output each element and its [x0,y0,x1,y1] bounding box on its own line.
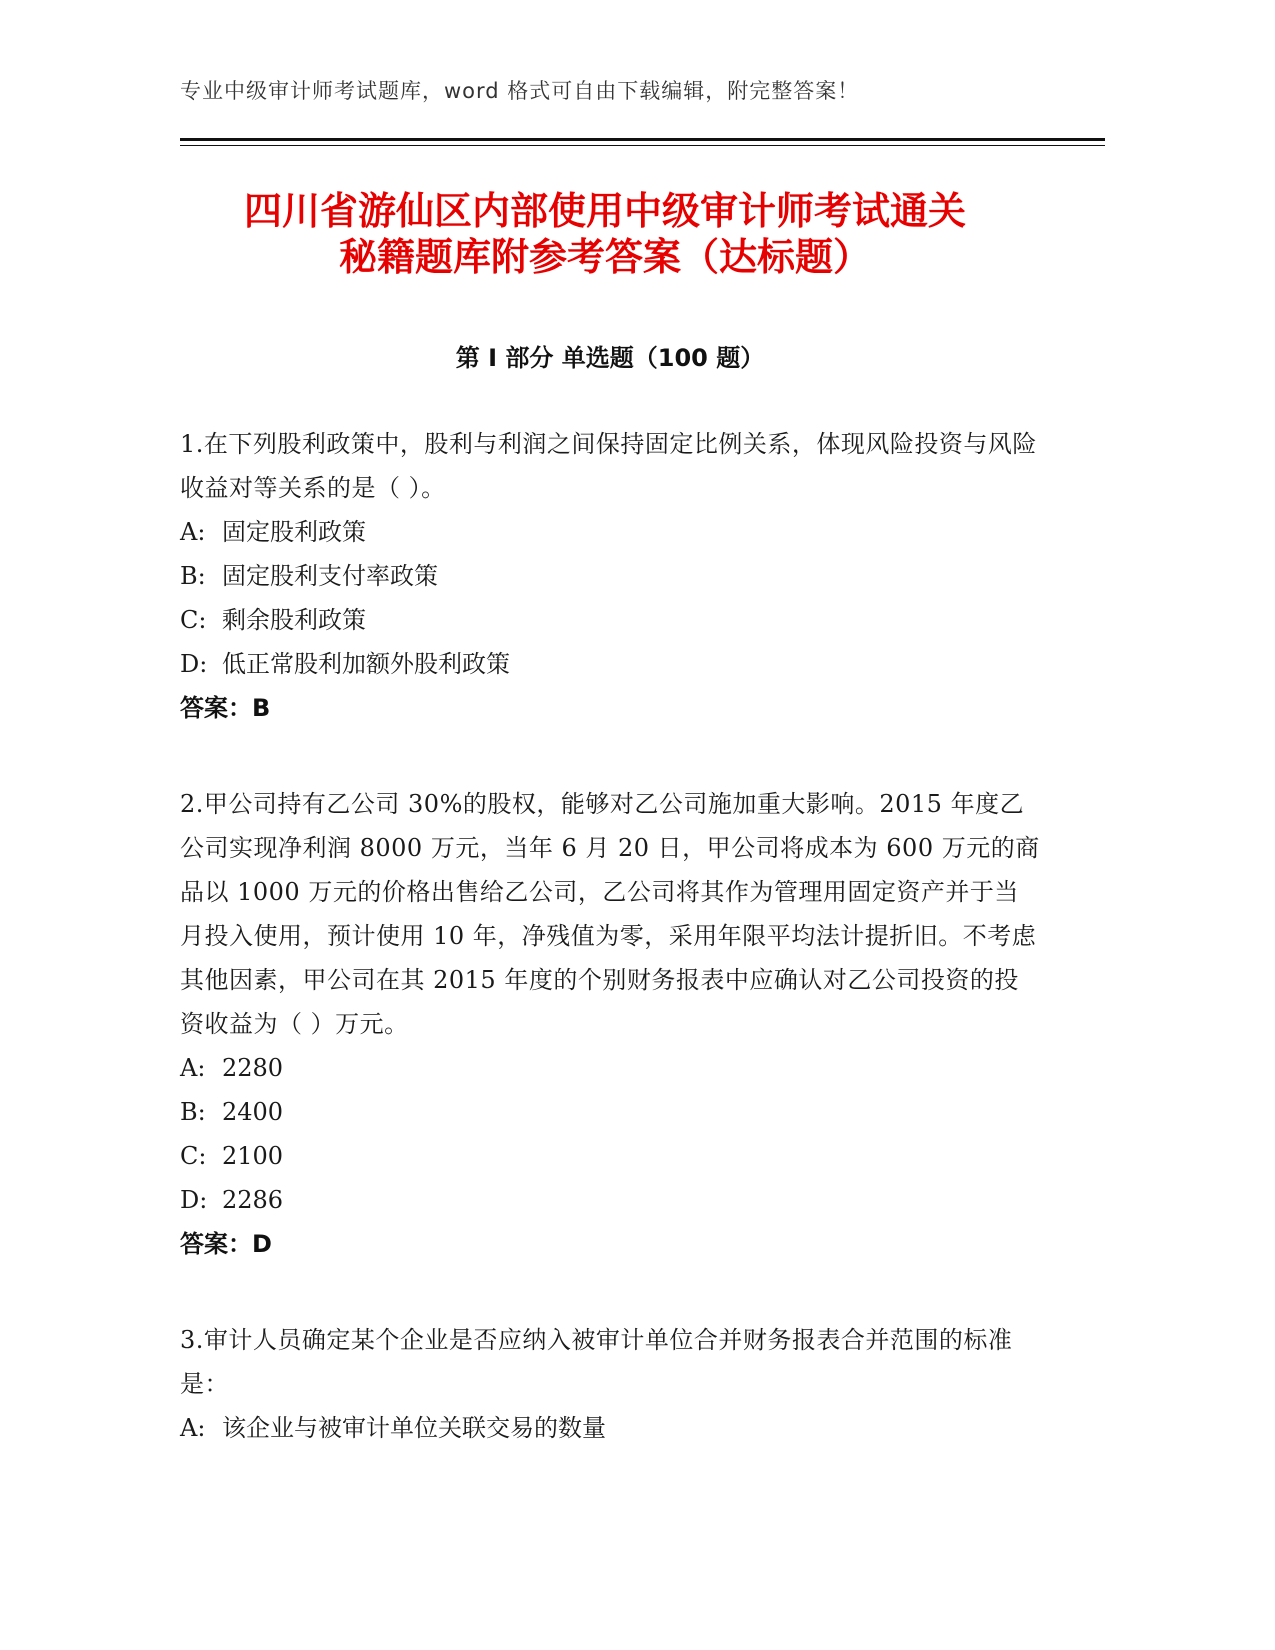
option-letter: A: [180,518,206,546]
option-b [180,1090,1040,1134]
header-divider-thick [180,138,1105,141]
answer-line: 答案：B [180,694,271,722]
option-b [180,554,1040,598]
question-stem: 1.在下列股利政策中，股利与利润之间保持固定比例关系，体现风险投资与风险收益对等关系的是（ ）。 [180,430,1037,502]
option-c [180,1134,1040,1178]
option-letter: B: [180,562,206,590]
option-text: 2400 [222,1098,284,1126]
option-a [180,510,1040,554]
option-letter: A: [180,1414,206,1442]
section-title: 第 I 部分 单选题（100 题） [455,344,765,372]
option-text: 固定股利支付率政策 [222,562,438,590]
option-text: 该企业与被审计单位关联交易的数量 [222,1414,606,1442]
question-2 [180,782,1040,1266]
document-title-line-1: 四川省游仙区内部使用中级审计师考试通关 [243,189,966,233]
option-text: 低正常股利加额外股利政策 [222,650,510,678]
option-text: 2100 [222,1142,284,1170]
question-stem: 2.甲公司持有乙公司 30%的股权，能够对乙公司施加重大影响。2015 年度乙公司实现净利润 8000 万元，当年 6 月 20 日，甲公司将成本为 600 万元的商品以 1000 万元的价格出售给乙公司，乙公司将其作为管理用固定资产并于当月投入使用，预计使用 10 年，净残值为零，采用年限平均法计提折旧。不考虑其他因素，甲公司在其 2015 年度的个别财务报表中应确认对乙公司投资的投资收益为（ ）万元。 [180,790,1040,1038]
document-title-line-2: 秘籍题库附参考答案（达标题） [338,235,871,279]
option-text: 固定股利政策 [222,518,366,546]
option-c [180,598,1040,642]
option-a [180,1046,1040,1090]
option-text: 剩余股利政策 [222,606,366,634]
answer-line: 答案：D [180,1230,272,1258]
option-letter: C: [180,606,207,634]
question-list [180,422,1040,1502]
option-letter: A: [180,1054,206,1082]
question-stem: 3.审计人员确定某个企业是否应纳入被审计单位合并财务报表合并范围的标准是： [180,1326,1013,1398]
option-letter: C: [180,1142,207,1170]
option-letter: D: [180,650,208,678]
question-1 [180,422,1040,730]
option-d [180,1178,1040,1222]
option-letter: D: [180,1186,208,1214]
option-text: 2286 [222,1186,284,1214]
option-letter: B: [180,1098,206,1126]
header-divider-thin [180,145,1105,146]
document-title [170,188,1040,280]
option-a [180,1406,1040,1450]
question-3 [180,1318,1040,1450]
option-d [180,642,1040,686]
header-note: 专业中级审计师考试题库，word 格式可自由下载编辑，附完整答案！ [180,79,860,103]
option-text: 2280 [222,1054,284,1082]
